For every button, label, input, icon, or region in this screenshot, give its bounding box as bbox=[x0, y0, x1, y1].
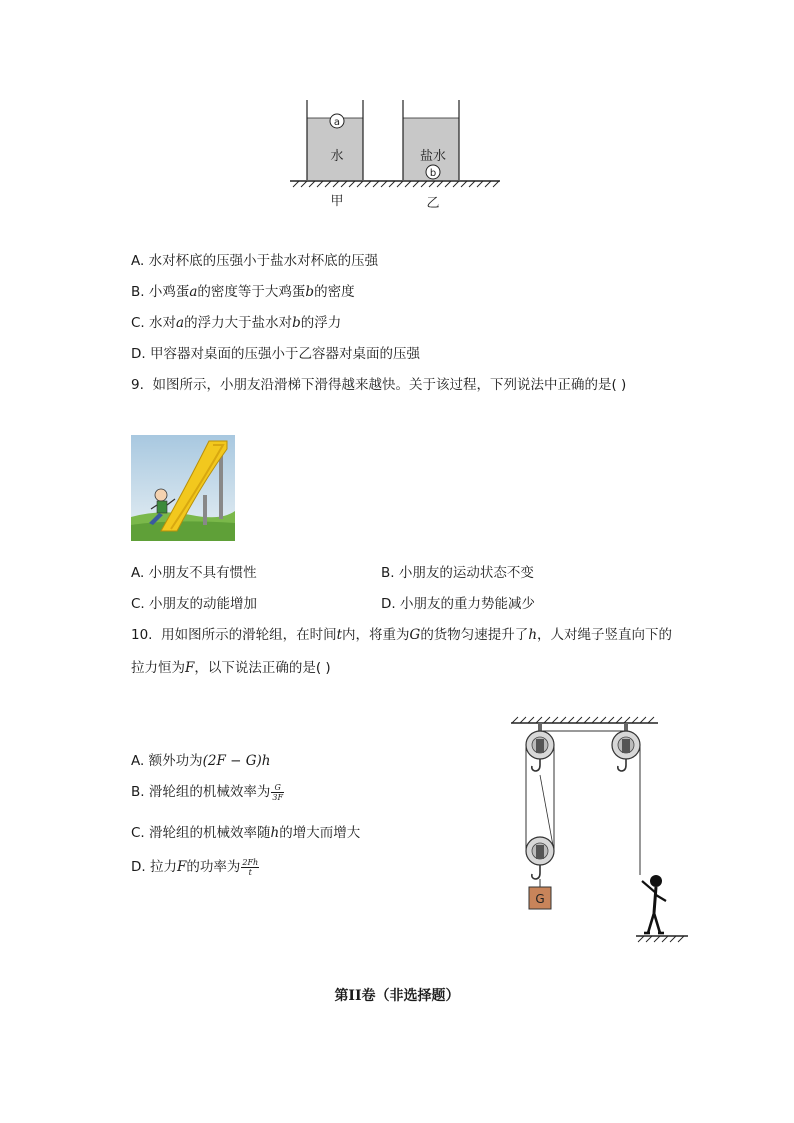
q9-stem: 9. 如图所示，小朋友沿滑梯下滑得越来越快。关于该过程，下列说法中正确的是( ) bbox=[131, 377, 627, 393]
q10-option-d: D. 拉力F的功率为 $\frac{2Fh}{t}$ bbox=[131, 857, 259, 877]
section-title: 第II卷（非选择题） bbox=[334, 988, 460, 1004]
q10-option-b: B. 滑轮组的机械效率为 $\frac{G}{3F}$ bbox=[131, 782, 283, 802]
block-g-label: G bbox=[535, 892, 545, 906]
q9-option-d: D. 小朋友的重力势能减少 bbox=[381, 596, 535, 612]
cup-b-caption: 乙 bbox=[426, 196, 440, 211]
cup-a-caption: 甲 bbox=[330, 194, 344, 209]
q8-option-a: A. 水对杯底的压强小于盐水对杯底的压强 bbox=[131, 253, 379, 269]
q9-option-b: B. 小朋友的运动状态不变 bbox=[381, 565, 534, 581]
q8-option-b: B. 小鸡蛋a的密度等于大鸡蛋b的密度 bbox=[131, 284, 355, 300]
cup-b-liquid: 盐水 bbox=[419, 149, 447, 164]
pulley-figure bbox=[508, 715, 700, 947]
egg-a-label: a bbox=[333, 117, 341, 128]
cup-a-liquid: 水 bbox=[330, 149, 344, 164]
power-fraction: $\frac{2Fh}{t}$ bbox=[242, 857, 259, 877]
q9-option-a: A. 小朋友不具有惯性 bbox=[131, 565, 257, 581]
q9-option-c: C. 小朋友的动能增加 bbox=[131, 596, 258, 612]
q10-option-c: C. 滑轮组的机械效率随h的增大而增大 bbox=[131, 825, 361, 841]
q10-stem-line1: 10. 用如图所示的滑轮组，在时间t内，将重为G的货物匀速提升了h，人对绳子竖直向下的 bbox=[131, 627, 673, 643]
q10-stem-line2: 拉力恒为F，以下说法正确的是( ) bbox=[131, 660, 331, 676]
efficiency-fraction: $\frac{G}{3F}$ bbox=[272, 782, 283, 802]
q8-option-c: C. 水对a的浮力大于盐水对b的浮力 bbox=[131, 315, 342, 331]
cups-figure bbox=[285, 98, 505, 213]
egg-b-label: b bbox=[429, 168, 437, 179]
slide-illustration bbox=[131, 435, 235, 541]
q8-option-d: D. 甲容器对桌面的压强小于乙容器对桌面的压强 bbox=[131, 346, 420, 362]
q10-option-a: A. 额外功为(2F − G)h bbox=[131, 753, 271, 769]
